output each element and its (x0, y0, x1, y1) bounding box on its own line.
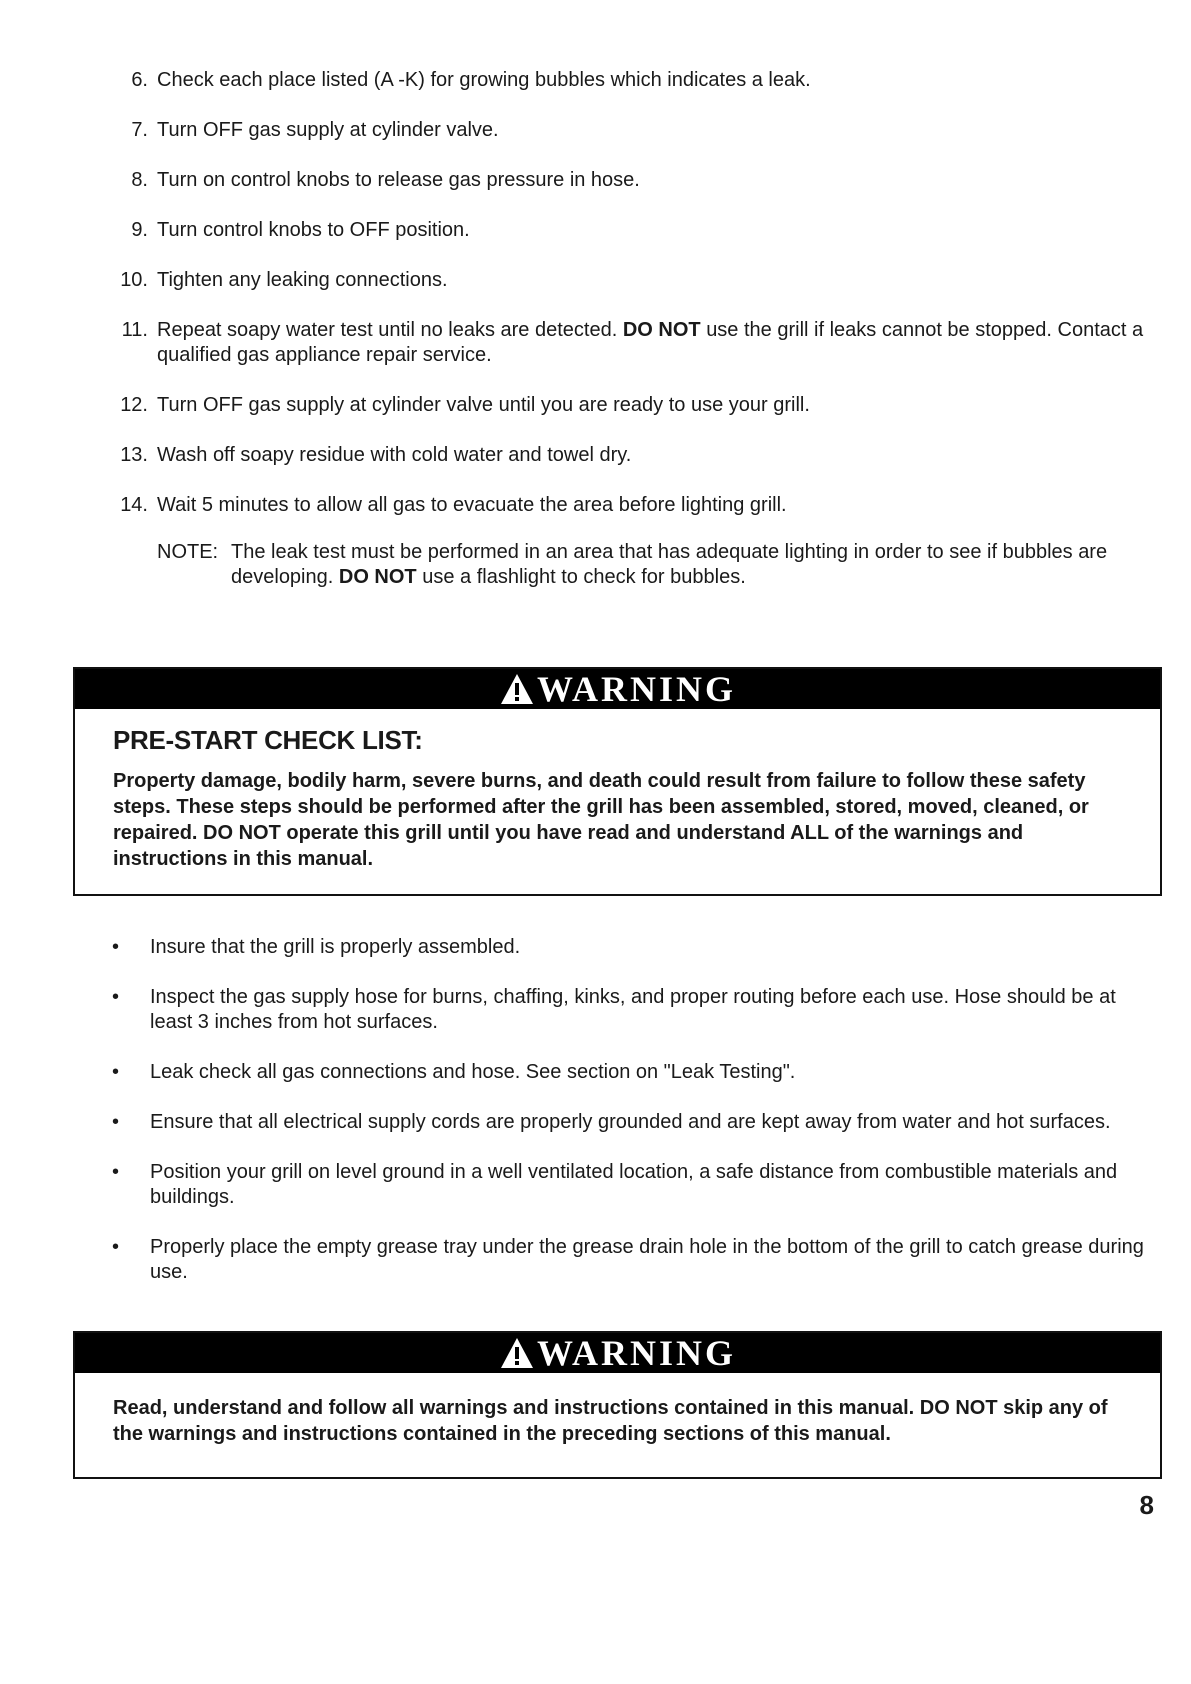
step-item (110, 68, 1150, 93)
step-text: Tighten any leaking connections. (157, 269, 448, 291)
step-number: 12. (120, 394, 148, 416)
step-item (110, 318, 1150, 368)
warning-title: PRE-START CHECK LIST: (113, 725, 423, 755)
list-item-text: Properly place the empty grease tray under the grease drain hole in the bottom of the grill to catch grease during use. (150, 1236, 1144, 1283)
step-item (110, 443, 1150, 468)
list-item-text: Insure that the grill is properly assembled. (150, 936, 521, 958)
step-number: 7. (131, 119, 148, 141)
note-text-part: The leak test must be performed in an area that has adequate lighting in order to see if bubbles are developing. (231, 541, 1108, 588)
bullet-icon: • (112, 936, 120, 958)
list-item (110, 935, 1150, 960)
list-item (110, 1110, 1150, 1135)
step-item (110, 168, 1150, 193)
page-number: 8 (1139, 1490, 1154, 1520)
bullet-icon: • (112, 1161, 120, 1183)
warning-header (75, 669, 1160, 709)
leak-test-note (157, 540, 1150, 590)
list-item-text: Position your grill on level ground in a well ventilated location, a safe distance from combustible materials and buildings. (150, 1161, 1118, 1208)
step-number: 8. (131, 169, 148, 191)
prestart-checklist (110, 935, 1150, 1285)
list-item-text: Leak check all gas connections and hose. See section on "Leak Testing". (150, 1061, 796, 1083)
step-text: Turn on control knobs to release gas pressure in hose. (157, 169, 640, 191)
step-number: 10. (120, 269, 148, 291)
step-text: Wait 5 minutes to allow all gas to evacuate the area before lighting grill. (157, 494, 787, 516)
warning-header-text: WARNING (536, 669, 736, 709)
emphasis-text: DO NOT (622, 319, 701, 341)
list-item-text: Ensure that all electrical supply cords are properly grounded and are kept away from water and hot surfaces. (150, 1111, 1111, 1133)
note-text-part: use a flashlight to check for bubbles. (422, 566, 746, 588)
step-text: Turn control knobs to OFF position. (157, 219, 470, 241)
warning-body: Read, understand and follow all warnings and instructions contained in this manual. DO NOT skip any of the warnings and instructions contained in the preceding sections of this manual. (113, 1397, 1108, 1445)
emphasis-text: DO NOT (338, 566, 417, 588)
bullet-icon: • (112, 1111, 120, 1133)
warning-box-general (73, 1331, 1162, 1479)
step-text: Turn OFF gas supply at cylinder valve until you are ready to use your grill. (157, 394, 810, 416)
step-text: Wash off soapy residue with cold water and towel dry. (157, 444, 632, 466)
step-number: 11. (121, 319, 148, 341)
list-item (110, 1235, 1150, 1285)
bullet-icon: • (112, 1236, 120, 1258)
list-item-text: Inspect the gas supply hose for burns, chaffing, kinks, and proper routing before each use. Hose should be at least 3 inches from hot surfaces. (150, 986, 1116, 1033)
step-item (110, 493, 1150, 518)
warning-triangle-icon (499, 1336, 535, 1370)
step-text: Turn OFF gas supply at cylinder valve. (157, 119, 499, 141)
step-item (110, 393, 1150, 418)
step-item (110, 268, 1150, 293)
step-number: 13. (120, 444, 148, 466)
list-item (110, 1160, 1150, 1210)
step-text-part: use the grill if leaks cannot be stopped. Contact a qualified gas appliance repair service. (157, 319, 1144, 366)
note-text (231, 540, 1150, 590)
bullet-icon: • (112, 1061, 120, 1083)
note-label: NOTE: (157, 541, 219, 563)
warning-triangle-icon (499, 672, 535, 706)
step-text: Check each place listed (A -K) for growing bubbles which indicates a leak. (157, 69, 811, 91)
step-number: 9. (131, 219, 148, 241)
step-item (110, 118, 1150, 143)
list-item (110, 1060, 1150, 1085)
list-item (110, 985, 1150, 1035)
step-number: 14. (120, 494, 148, 516)
warning-header (75, 1333, 1160, 1373)
warning-box-prestart (73, 667, 1162, 896)
step-text (157, 318, 1150, 368)
warning-header-text: WARNING (536, 1333, 736, 1373)
step-item (110, 218, 1150, 243)
bullet-icon: • (112, 986, 120, 1008)
leak-test-steps (110, 68, 1150, 590)
step-number: 6. (131, 69, 148, 91)
step-text-part: Repeat soapy water test until no leaks are detected. (157, 319, 618, 341)
warning-body: Property damage, bodily harm, severe burns, and death could result from failure to follow these safety steps. These steps should be performed after the grill has been assembled, stored, moved, cleaned, or repaired. DO NOT operate this grill until you have read and understand ALL of the warnings and instructions in this manual. (113, 770, 1089, 870)
